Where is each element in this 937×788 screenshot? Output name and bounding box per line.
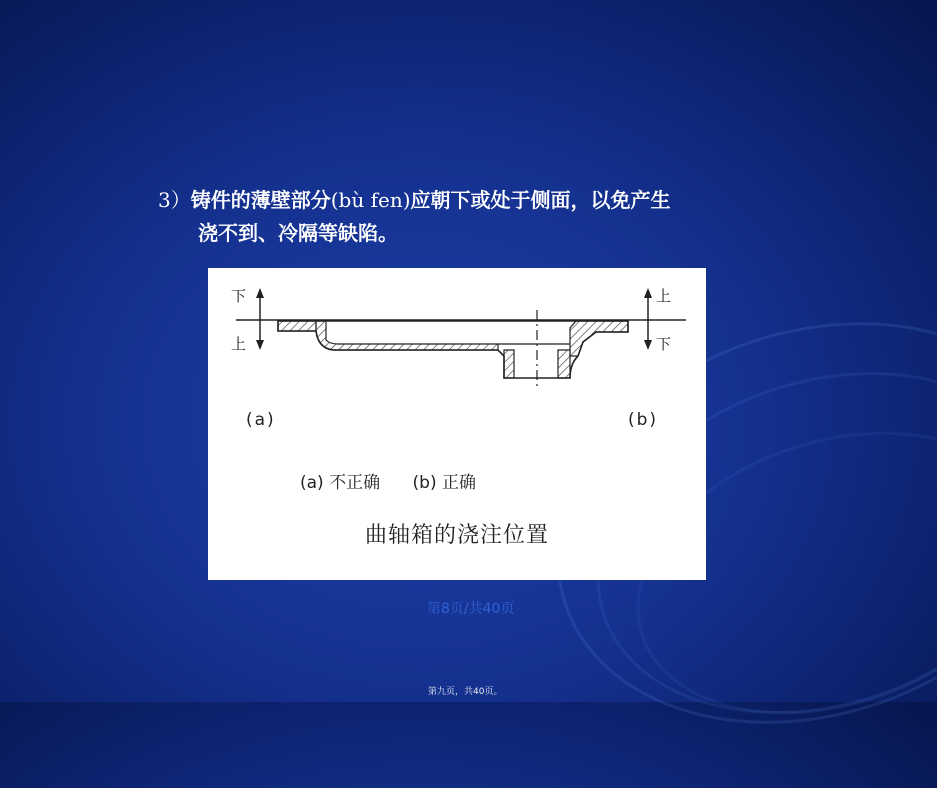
text-line1-b: 应朝下或处于侧面，以免产生: [410, 188, 671, 212]
crankcase-figure: [208, 268, 706, 580]
figure-title: 曲轴箱的浇注位置: [364, 523, 549, 548]
page-number: 第8页/共40页: [427, 601, 515, 617]
text-line2: 浇不到、冷隔等缺陷。: [198, 221, 398, 245]
direction-label-up: 上: [231, 335, 247, 353]
legend-b: (b) 正确: [412, 473, 476, 493]
item-number: 3）: [158, 188, 191, 212]
direction-label-up: 上: [656, 287, 672, 305]
direction-label-down: 下: [231, 287, 247, 305]
legend-a: (a) 不正确: [300, 473, 381, 493]
text-line1-a: 铸件的薄壁部分: [190, 188, 331, 212]
direction-label-down: 下: [656, 335, 672, 353]
figure-legend: [300, 468, 476, 493]
figure-label-b: (b): [628, 410, 659, 430]
bullet-text: [158, 184, 798, 250]
footer-text: 第九页，共40页。: [428, 687, 503, 697]
figure-label-a: (a): [246, 410, 276, 430]
text-pinyin: (bù fen): [330, 188, 411, 212]
